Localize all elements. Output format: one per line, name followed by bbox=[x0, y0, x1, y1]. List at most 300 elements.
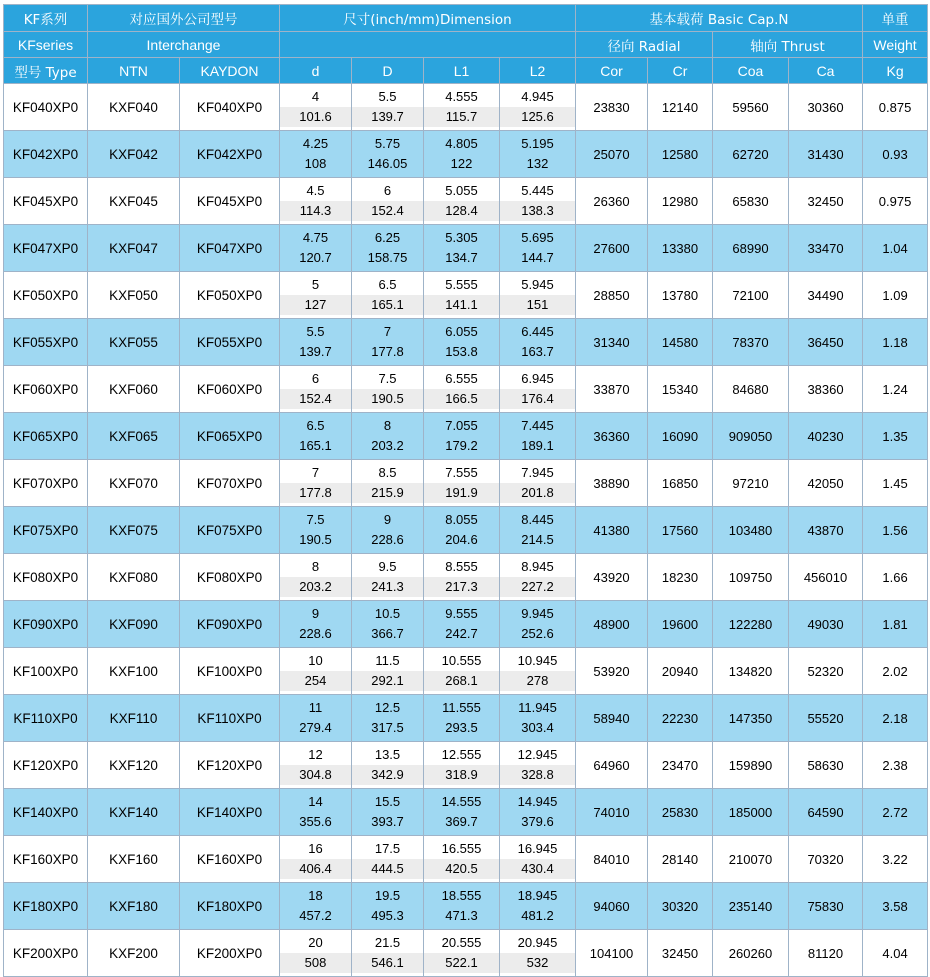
cell-dim-L2 bbox=[500, 272, 576, 319]
header-col-type: 型号 Type bbox=[4, 58, 88, 84]
cell-coa: 147350 bbox=[713, 695, 789, 742]
cell-cr: 14580 bbox=[648, 319, 713, 366]
cell-dim-L2 bbox=[500, 930, 576, 977]
cell-cor: 104100 bbox=[576, 930, 648, 977]
cell-kg: 1.18 bbox=[863, 319, 928, 366]
cell-dim-D bbox=[352, 836, 424, 883]
dim-inch-value: 8.555 bbox=[445, 559, 478, 574]
dim-inch-value: 12.5 bbox=[374, 700, 401, 715]
cell-dim-d bbox=[280, 131, 352, 178]
dim-inch-value: 7.555 bbox=[445, 465, 478, 480]
cell-kg: 3.58 bbox=[863, 883, 928, 930]
dim-inch-value: 19.5 bbox=[374, 888, 401, 903]
cell-coa: 72100 bbox=[713, 272, 789, 319]
cell-cr: 15340 bbox=[648, 366, 713, 413]
cell-ca: 33470 bbox=[789, 225, 863, 272]
cell-dim-L2 bbox=[500, 789, 576, 836]
header-dimension-blank bbox=[280, 32, 576, 58]
cell-dim-D bbox=[352, 789, 424, 836]
cell-cor: 84010 bbox=[576, 836, 648, 883]
dim-inch-value: 11 bbox=[308, 700, 323, 715]
cell-dim-L1 bbox=[424, 554, 500, 601]
dim-mm-value: 532 bbox=[500, 953, 575, 973]
dim-inch-value: 6.5 bbox=[378, 277, 397, 292]
cell-ntn: KXF070 bbox=[88, 460, 180, 507]
dim-mm-value: 138.3 bbox=[500, 201, 575, 221]
cell-dim-L2 bbox=[500, 507, 576, 554]
cell-type: KF200XP0 bbox=[4, 930, 88, 977]
dim-inch-value: 4 bbox=[311, 89, 320, 104]
cell-dim-L2 bbox=[500, 601, 576, 648]
cell-dim-L2 bbox=[500, 648, 576, 695]
dim-mm-value: 152.4 bbox=[280, 389, 351, 409]
cell-type: KF110XP0 bbox=[4, 695, 88, 742]
cell-cor: 58940 bbox=[576, 695, 648, 742]
cell-dim-d bbox=[280, 648, 352, 695]
dim-mm-value: 317.5 bbox=[352, 718, 423, 738]
dim-inch-value: 8.945 bbox=[521, 559, 554, 574]
cell-dim-L2 bbox=[500, 131, 576, 178]
cell-cor: 25070 bbox=[576, 131, 648, 178]
dim-inch-value: 7 bbox=[311, 465, 320, 480]
cell-dim-D bbox=[352, 460, 424, 507]
dim-mm-value: 108 bbox=[280, 154, 351, 174]
dim-inch-value: 9.555 bbox=[445, 606, 478, 621]
cell-kg: 1.81 bbox=[863, 601, 928, 648]
dim-mm-value: 139.7 bbox=[280, 342, 351, 362]
cell-dim-L1 bbox=[424, 413, 500, 460]
header-col-ntn: NTN bbox=[88, 58, 180, 84]
cell-ca: 34490 bbox=[789, 272, 863, 319]
dim-inch-value: 4.945 bbox=[521, 89, 554, 104]
cell-cr: 12980 bbox=[648, 178, 713, 225]
dim-inch-value: 20.945 bbox=[517, 935, 558, 950]
dim-mm-value: 176.4 bbox=[500, 389, 575, 409]
cell-dim-D bbox=[352, 930, 424, 977]
dim-mm-value: 252.6 bbox=[500, 624, 575, 644]
cell-coa: 122280 bbox=[713, 601, 789, 648]
dim-mm-value: 128.4 bbox=[424, 201, 499, 221]
cell-kg: 1.09 bbox=[863, 272, 928, 319]
dim-mm-value: 203.2 bbox=[352, 436, 423, 456]
cell-dim-L1 bbox=[424, 225, 500, 272]
cell-cr: 25830 bbox=[648, 789, 713, 836]
cell-dim-L2 bbox=[500, 225, 576, 272]
table-row bbox=[4, 460, 928, 507]
cell-dim-d bbox=[280, 413, 352, 460]
cell-cr: 22230 bbox=[648, 695, 713, 742]
dim-mm-value: 139.7 bbox=[352, 107, 423, 127]
cell-ntn: KXF200 bbox=[88, 930, 180, 977]
dim-inch-value: 9 bbox=[383, 512, 392, 527]
cell-coa: 97210 bbox=[713, 460, 789, 507]
cell-ntn: KXF110 bbox=[88, 695, 180, 742]
header-col-d: d bbox=[280, 58, 352, 84]
dim-mm-value: 318.9 bbox=[424, 765, 499, 785]
cell-coa: 159890 bbox=[713, 742, 789, 789]
cell-type: KF140XP0 bbox=[4, 789, 88, 836]
dim-inch-value: 4.805 bbox=[445, 136, 478, 151]
dim-inch-value: 5.305 bbox=[445, 230, 478, 245]
dim-inch-value: 7.5 bbox=[306, 512, 325, 527]
cell-dim-L2 bbox=[500, 178, 576, 225]
cell-cr: 19600 bbox=[648, 601, 713, 648]
dim-inch-value: 4.25 bbox=[302, 136, 329, 151]
cell-cr: 12580 bbox=[648, 131, 713, 178]
cell-dim-L1 bbox=[424, 883, 500, 930]
cell-dim-D bbox=[352, 366, 424, 413]
cell-dim-L1 bbox=[424, 695, 500, 742]
cell-type: KF065XP0 bbox=[4, 413, 88, 460]
dim-mm-value: 406.4 bbox=[280, 859, 351, 879]
dim-inch-value: 6.5 bbox=[306, 418, 325, 433]
dim-mm-value: 355.6 bbox=[280, 812, 351, 832]
cell-cr: 13380 bbox=[648, 225, 713, 272]
cell-kg: 0.93 bbox=[863, 131, 928, 178]
dim-inch-value: 18.555 bbox=[441, 888, 482, 903]
cell-ntn: KXF140 bbox=[88, 789, 180, 836]
cell-kg: 3.22 bbox=[863, 836, 928, 883]
cell-cor: 31340 bbox=[576, 319, 648, 366]
dim-inch-value: 12.945 bbox=[517, 747, 558, 762]
header-radial: 径向 Radial bbox=[576, 32, 713, 58]
dim-inch-value: 7.055 bbox=[445, 418, 478, 433]
dim-inch-value: 8.5 bbox=[378, 465, 397, 480]
dim-inch-value: 7.445 bbox=[521, 418, 554, 433]
dim-inch-value: 5.945 bbox=[521, 277, 554, 292]
dim-inch-value: 16.945 bbox=[517, 841, 558, 856]
cell-ca: 42050 bbox=[789, 460, 863, 507]
dim-mm-value: 214.5 bbox=[500, 530, 575, 550]
cell-dim-L2 bbox=[500, 460, 576, 507]
header-weight-cn: 单重 bbox=[863, 5, 928, 32]
cell-dim-L1 bbox=[424, 601, 500, 648]
dim-mm-value: 268.1 bbox=[424, 671, 499, 691]
cell-ca: 52320 bbox=[789, 648, 863, 695]
dim-inch-value: 6 bbox=[383, 183, 392, 198]
dim-mm-value: 190.5 bbox=[352, 389, 423, 409]
cell-dim-L1 bbox=[424, 742, 500, 789]
cell-cr: 16090 bbox=[648, 413, 713, 460]
dim-mm-value: 146.05 bbox=[352, 154, 423, 174]
dim-mm-value: 303.4 bbox=[500, 718, 575, 738]
cell-ntn: KXF065 bbox=[88, 413, 180, 460]
cell-dim-D bbox=[352, 178, 424, 225]
cell-dim-L2 bbox=[500, 366, 576, 413]
cell-dim-L1 bbox=[424, 648, 500, 695]
dim-mm-value: 495.3 bbox=[352, 906, 423, 926]
dim-inch-value: 12 bbox=[308, 747, 323, 762]
cell-dim-D bbox=[352, 84, 424, 131]
dim-inch-value: 7.945 bbox=[521, 465, 554, 480]
cell-type: KF080XP0 bbox=[4, 554, 88, 601]
cell-kaydon: KF160XP0 bbox=[180, 836, 280, 883]
cell-coa: 103480 bbox=[713, 507, 789, 554]
cell-cor: 48900 bbox=[576, 601, 648, 648]
dim-mm-value: 115.7 bbox=[424, 107, 499, 127]
cell-cor: 27600 bbox=[576, 225, 648, 272]
cell-kaydon: KF080XP0 bbox=[180, 554, 280, 601]
cell-kaydon: KF045XP0 bbox=[180, 178, 280, 225]
header-col-L1: L1 bbox=[424, 58, 500, 84]
cell-dim-D bbox=[352, 648, 424, 695]
header-dimension: 尺寸(inch/mm)Dimension bbox=[280, 5, 576, 32]
cell-ntn: KXF100 bbox=[88, 648, 180, 695]
dim-mm-value: 430.4 bbox=[500, 859, 575, 879]
cell-cor: 94060 bbox=[576, 883, 648, 930]
dim-mm-value: 241.3 bbox=[352, 577, 423, 597]
dim-mm-value: 166.5 bbox=[424, 389, 499, 409]
dim-inch-value: 6.25 bbox=[374, 230, 401, 245]
dim-mm-value: 471.3 bbox=[424, 906, 499, 926]
cell-dim-d bbox=[280, 84, 352, 131]
dim-mm-value: 217.3 bbox=[424, 577, 499, 597]
dim-inch-value: 18.945 bbox=[517, 888, 558, 903]
cell-ntn: KXF047 bbox=[88, 225, 180, 272]
dim-inch-value: 8.055 bbox=[445, 512, 478, 527]
header-col-D: D bbox=[352, 58, 424, 84]
dim-inch-value: 16 bbox=[308, 841, 323, 856]
cell-dim-D bbox=[352, 131, 424, 178]
dim-mm-value: 369.7 bbox=[424, 812, 499, 832]
cell-dim-D bbox=[352, 742, 424, 789]
dim-mm-value: 122 bbox=[424, 154, 499, 174]
cell-cor: 43920 bbox=[576, 554, 648, 601]
dim-mm-value: 228.6 bbox=[352, 530, 423, 550]
dim-mm-value: 120.7 bbox=[280, 248, 351, 268]
header-col-cr: Cr bbox=[648, 58, 713, 84]
cell-dim-d bbox=[280, 883, 352, 930]
cell-dim-D bbox=[352, 695, 424, 742]
cell-ntn: KXF055 bbox=[88, 319, 180, 366]
cell-dim-d bbox=[280, 366, 352, 413]
cell-ca: 31430 bbox=[789, 131, 863, 178]
dim-mm-value: 379.6 bbox=[500, 812, 575, 832]
dim-mm-value: 144.7 bbox=[500, 248, 575, 268]
cell-cor: 74010 bbox=[576, 789, 648, 836]
dim-inch-value: 9.945 bbox=[521, 606, 554, 621]
dim-mm-value: 201.8 bbox=[500, 483, 575, 503]
table-row bbox=[4, 695, 928, 742]
cell-dim-L2 bbox=[500, 695, 576, 742]
cell-ca: 70320 bbox=[789, 836, 863, 883]
header-col-kg: Kg bbox=[863, 58, 928, 84]
cell-coa: 109750 bbox=[713, 554, 789, 601]
cell-cor: 38890 bbox=[576, 460, 648, 507]
dim-mm-value: 457.2 bbox=[280, 906, 351, 926]
dim-inch-value: 5 bbox=[311, 277, 320, 292]
dim-inch-value: 18 bbox=[308, 888, 323, 903]
dim-inch-value: 7.5 bbox=[378, 371, 397, 386]
dim-inch-value: 21.5 bbox=[374, 935, 401, 950]
cell-coa: 134820 bbox=[713, 648, 789, 695]
dim-inch-value: 8.445 bbox=[521, 512, 554, 527]
cell-type: KF120XP0 bbox=[4, 742, 88, 789]
table-row bbox=[4, 178, 928, 225]
cell-cor: 23830 bbox=[576, 84, 648, 131]
dim-mm-value: 508 bbox=[280, 953, 351, 973]
table-header bbox=[4, 5, 928, 84]
dim-inch-value: 10.945 bbox=[517, 653, 558, 668]
cell-dim-L2 bbox=[500, 413, 576, 460]
cell-kaydon: KF060XP0 bbox=[180, 366, 280, 413]
cell-ntn: KXF090 bbox=[88, 601, 180, 648]
dim-mm-value: 163.7 bbox=[500, 342, 575, 362]
cell-ca: 64590 bbox=[789, 789, 863, 836]
cell-dim-L1 bbox=[424, 460, 500, 507]
dim-inch-value: 5.5 bbox=[306, 324, 325, 339]
dim-mm-value: 141.1 bbox=[424, 295, 499, 315]
cell-cr: 28140 bbox=[648, 836, 713, 883]
cell-dim-d bbox=[280, 836, 352, 883]
cell-kaydon: KF065XP0 bbox=[180, 413, 280, 460]
header-kfseries-en: KFseries bbox=[4, 32, 88, 58]
cell-dim-L1 bbox=[424, 789, 500, 836]
cell-type: KF160XP0 bbox=[4, 836, 88, 883]
dim-mm-value: 127 bbox=[280, 295, 351, 315]
dim-inch-value: 8 bbox=[383, 418, 392, 433]
dim-inch-value: 12.555 bbox=[441, 747, 482, 762]
table-row bbox=[4, 272, 928, 319]
dim-mm-value: 114.3 bbox=[280, 201, 351, 221]
cell-dim-d bbox=[280, 789, 352, 836]
dim-mm-value: 279.4 bbox=[280, 718, 351, 738]
cell-ntn: KXF180 bbox=[88, 883, 180, 930]
cell-kg: 2.72 bbox=[863, 789, 928, 836]
table-row bbox=[4, 319, 928, 366]
header-interchange-cn: 对应国外公司型号 bbox=[88, 5, 280, 32]
header-row-2 bbox=[4, 32, 928, 58]
header-interchange-en: Interchange bbox=[88, 32, 280, 58]
cell-dim-L1 bbox=[424, 930, 500, 977]
cell-dim-L2 bbox=[500, 319, 576, 366]
cell-dim-d bbox=[280, 930, 352, 977]
cell-kg: 1.24 bbox=[863, 366, 928, 413]
dim-inch-value: 10 bbox=[308, 653, 323, 668]
cell-type: KF047XP0 bbox=[4, 225, 88, 272]
cell-kaydon: KF055XP0 bbox=[180, 319, 280, 366]
dim-mm-value: 158.75 bbox=[352, 248, 423, 268]
dim-mm-value: 132 bbox=[500, 154, 575, 174]
dim-inch-value: 20 bbox=[308, 935, 323, 950]
cell-dim-d bbox=[280, 742, 352, 789]
cell-dim-d bbox=[280, 507, 352, 554]
dim-inch-value: 6.555 bbox=[445, 371, 478, 386]
cell-dim-L1 bbox=[424, 178, 500, 225]
cell-dim-D bbox=[352, 883, 424, 930]
header-row-3 bbox=[4, 58, 928, 84]
dim-inch-value: 20.555 bbox=[441, 935, 482, 950]
dim-inch-value: 11.945 bbox=[518, 700, 557, 715]
cell-ntn: KXF080 bbox=[88, 554, 180, 601]
dim-inch-value: 5.5 bbox=[378, 89, 397, 104]
cell-dim-d bbox=[280, 319, 352, 366]
header-col-ca: Ca bbox=[789, 58, 863, 84]
cell-coa: 65830 bbox=[713, 178, 789, 225]
cell-type: KF075XP0 bbox=[4, 507, 88, 554]
dim-inch-value: 14 bbox=[308, 794, 323, 809]
table-row bbox=[4, 789, 928, 836]
dim-inch-value: 11.555 bbox=[442, 700, 481, 715]
cell-dim-d bbox=[280, 272, 352, 319]
cell-kg: 1.66 bbox=[863, 554, 928, 601]
cell-ca: 49030 bbox=[789, 601, 863, 648]
cell-cor: 26360 bbox=[576, 178, 648, 225]
cell-ca: 40230 bbox=[789, 413, 863, 460]
cell-dim-D bbox=[352, 601, 424, 648]
cell-cr: 18230 bbox=[648, 554, 713, 601]
dim-mm-value: 165.1 bbox=[280, 436, 351, 456]
cell-ca: 58630 bbox=[789, 742, 863, 789]
dim-inch-value: 4.555 bbox=[445, 89, 478, 104]
dim-mm-value: 177.8 bbox=[352, 342, 423, 362]
cell-kaydon: KF040XP0 bbox=[180, 84, 280, 131]
cell-dim-L1 bbox=[424, 131, 500, 178]
cell-dim-L1 bbox=[424, 319, 500, 366]
cell-coa: 260260 bbox=[713, 930, 789, 977]
dim-mm-value: 228.6 bbox=[280, 624, 351, 644]
dim-inch-value: 5.195 bbox=[521, 136, 554, 151]
dim-inch-value: 13.5 bbox=[374, 747, 401, 762]
cell-cor: 53920 bbox=[576, 648, 648, 695]
cell-ca: 38360 bbox=[789, 366, 863, 413]
cell-dim-D bbox=[352, 554, 424, 601]
cell-kg: 0.975 bbox=[863, 178, 928, 225]
cell-dim-L2 bbox=[500, 742, 576, 789]
dim-mm-value: 546.1 bbox=[352, 953, 423, 973]
table-body bbox=[4, 84, 928, 977]
cell-dim-D bbox=[352, 225, 424, 272]
cell-dim-L1 bbox=[424, 84, 500, 131]
cell-dim-L1 bbox=[424, 366, 500, 413]
cell-coa: 185000 bbox=[713, 789, 789, 836]
dim-inch-value: 17.5 bbox=[374, 841, 401, 856]
cell-kg: 4.04 bbox=[863, 930, 928, 977]
header-col-kaydon: KAYDON bbox=[180, 58, 280, 84]
cell-dim-L1 bbox=[424, 836, 500, 883]
dim-inch-value: 6.055 bbox=[445, 324, 478, 339]
dim-inch-value: 10.5 bbox=[374, 606, 401, 621]
dim-inch-value: 5.445 bbox=[521, 183, 554, 198]
cell-type: KF055XP0 bbox=[4, 319, 88, 366]
cell-cr: 23470 bbox=[648, 742, 713, 789]
cell-type: KF180XP0 bbox=[4, 883, 88, 930]
table-row bbox=[4, 131, 928, 178]
dim-mm-value: 152.4 bbox=[352, 201, 423, 221]
dim-inch-value: 10.555 bbox=[441, 653, 482, 668]
header-thrust: 轴向 Thrust bbox=[713, 32, 863, 58]
cell-ntn: KXF160 bbox=[88, 836, 180, 883]
cell-kaydon: KF110XP0 bbox=[180, 695, 280, 742]
cell-kg: 1.56 bbox=[863, 507, 928, 554]
dim-mm-value: 481.2 bbox=[500, 906, 575, 926]
header-col-L2: L2 bbox=[500, 58, 576, 84]
dim-mm-value: 177.8 bbox=[280, 483, 351, 503]
table-row bbox=[4, 507, 928, 554]
cell-ca: 32450 bbox=[789, 178, 863, 225]
cell-ntn: KXF050 bbox=[88, 272, 180, 319]
cell-kg: 2.02 bbox=[863, 648, 928, 695]
cell-dim-D bbox=[352, 413, 424, 460]
cell-ca: 55520 bbox=[789, 695, 863, 742]
dim-mm-value: 254 bbox=[280, 671, 351, 691]
dim-mm-value: 444.5 bbox=[352, 859, 423, 879]
cell-ca: 30360 bbox=[789, 84, 863, 131]
dim-inch-value: 16.555 bbox=[441, 841, 482, 856]
cell-dim-L2 bbox=[500, 836, 576, 883]
cell-kaydon: KF140XP0 bbox=[180, 789, 280, 836]
cell-dim-d bbox=[280, 460, 352, 507]
